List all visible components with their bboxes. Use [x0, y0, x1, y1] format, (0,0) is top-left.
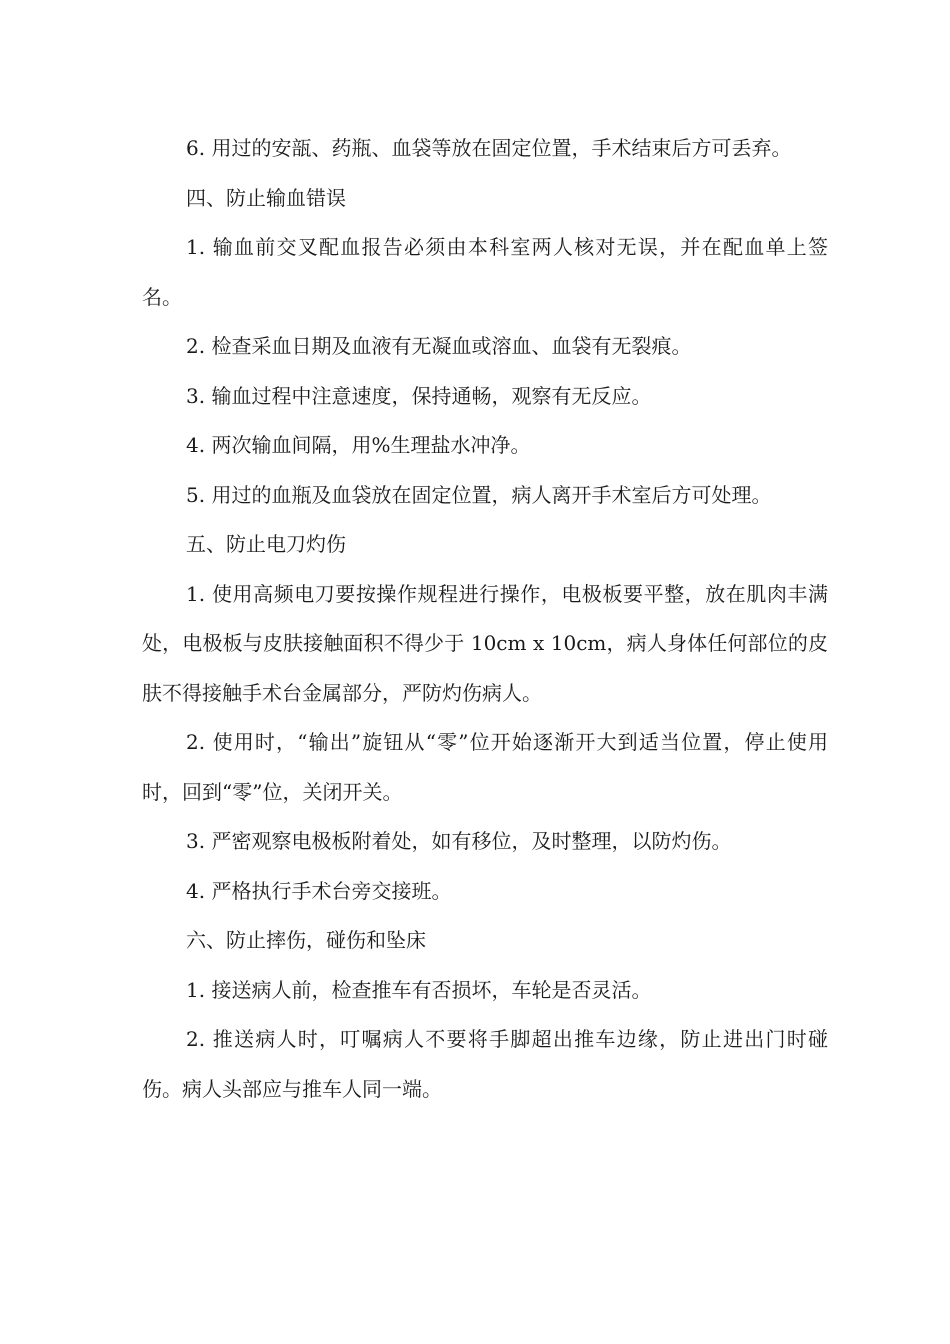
list-item: 3. 输血过程中注意速度，保持通畅，观察有无反应。 — [186, 383, 652, 408]
list-item: 3. 严密观察电极板附着处，如有移位，及时整理，以防灼伤。 — [186, 829, 732, 853]
list-item: 1. 输血前交叉配血报告必须由本科室两人核对无误，并在配血单上签名。 — [142, 235, 828, 309]
list-item: 4. 两次输血间隔，用%生理盐水冲净。 — [186, 433, 531, 457]
list-item: 1. 接送病人前，检查推车有否损坏，车轮是否灵活。 — [186, 977, 652, 1002]
section-heading: 五、防止电刀灼伤 — [186, 532, 346, 556]
section-heading: 四、防止输血错误 — [186, 185, 346, 210]
list-item: 4. 严格执行手术台旁交接班。 — [186, 878, 452, 903]
list-item: 5. 用过的血瓶及血袋放在固定位置，病人离开手术室后方可处理。 — [186, 482, 772, 507]
list-item: 6. 用过的安瓿、药瓶、血袋等放在固定位置，手术结束后方可丢弃。 — [186, 136, 792, 160]
list-item: 2. 检查采血日期及血液有无凝血或溶血、血袋有无裂痕。 — [186, 334, 692, 358]
list-item: 2. 推送病人时，叮嘱病人不要将手脚超出推车边缘，防止进出门时碰伤。病人头部应与推车人同一端。 — [142, 1027, 828, 1101]
section-heading: 六、防止摔伤，碰伤和坠床 — [186, 928, 426, 952]
document-body — [142, 124, 828, 1114]
list-item: 2. 使用时，“输出”旋钮从“零”位开始逐渐开大到适当位置，停止使用时，回到“零”位，关闭开关。 — [142, 730, 828, 804]
list-item: 1. 使用高频电刀要按操作规程进行操作，电极板要平整，放在肌肉丰满处，电极板与皮肤接触面积不得少于 10cm x 10cm，病人身体任何部位的皮肤不得接触手术台金属部分，严防灼伤病人。 — [142, 581, 828, 705]
